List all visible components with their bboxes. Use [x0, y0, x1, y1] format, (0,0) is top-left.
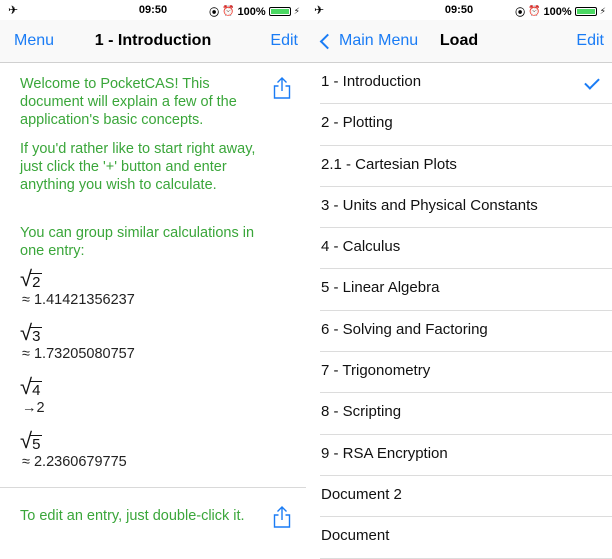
- charging-icon: ⚡: [599, 6, 606, 16]
- status-right-group: [515, 4, 606, 19]
- status-bar: [0, 0, 306, 20]
- alarm-icon: ⏰: [528, 6, 541, 17]
- navigation-bar: [306, 20, 612, 63]
- sqrt-expression: [20, 430, 135, 454]
- document-list: [306, 63, 612, 559]
- share-icon[interactable]: [272, 505, 292, 529]
- list-item-label: 1 - Introduction: [321, 73, 422, 90]
- radicand: 3: [32, 328, 41, 345]
- battery-icon: [269, 7, 291, 16]
- battery-icon: [575, 7, 597, 16]
- location-icon: ⦿: [209, 8, 220, 19]
- battery-percent: 100%: [543, 5, 572, 18]
- intro-paragraph: Welcome to PocketCAS! This document will explain a few of the application's basic concepts.: [20, 76, 237, 128]
- edit-button[interactable]: Edit: [270, 32, 298, 49]
- list-item[interactable]: [306, 187, 612, 228]
- list-item[interactable]: [306, 63, 612, 104]
- list-item[interactable]: [306, 269, 612, 310]
- navigation-bar: [0, 20, 306, 63]
- list-item-label: 2 - Plotting: [321, 114, 393, 132]
- document-pane: [0, 0, 306, 534]
- radicand: 2: [32, 274, 41, 291]
- checkmark-icon: [584, 74, 600, 90]
- result-value: ≈ 2.2360679775: [22, 454, 127, 470]
- radicand: 4: [32, 382, 41, 399]
- sqrt-expression: [20, 268, 135, 292]
- page-title: 1 - Introduction: [94, 32, 212, 49]
- list-item-label: 9 - RSA Encryption: [321, 444, 448, 462]
- list-item[interactable]: [306, 476, 612, 517]
- radical-sign: √: [20, 266, 33, 291]
- main-menu-back-button[interactable]: [320, 32, 418, 50]
- document-content[interactable]: [0, 63, 306, 534]
- edit-button[interactable]: Edit: [576, 32, 604, 49]
- list-item-label: 5 - Linear Algebra: [321, 279, 440, 297]
- radical-sign: √: [20, 320, 33, 345]
- calculation-entry[interactable]: [20, 268, 135, 470]
- start-paragraph: If you'd rather like to start right away, just click the '+' button and enter anything you wish to calculate.: [20, 141, 256, 193]
- result-value: ≈ 1.41421356237: [22, 292, 135, 308]
- list-item-label: 8 - Scripting: [321, 403, 402, 421]
- page-title: Load: [439, 32, 479, 49]
- radicand: 5: [32, 436, 41, 453]
- alarm-icon: ⏰: [222, 6, 235, 17]
- load-pane: [306, 0, 612, 545]
- list-item-label: 2.1 - Cartesian Plots: [321, 155, 457, 173]
- status-right-group: [209, 4, 300, 19]
- group-paragraph: You can group similar calculations in one entry:: [20, 225, 255, 259]
- edit-hint-paragraph: To edit an entry, just double-click it.: [20, 508, 245, 524]
- list-item-label: 3 - Units and Physical Constants: [321, 196, 538, 214]
- status-time: 09:50: [444, 4, 474, 16]
- list-item-label: 7 - Trigonometry: [321, 362, 431, 380]
- list-item[interactable]: [306, 435, 612, 476]
- list-item[interactable]: [306, 352, 612, 393]
- list-item-label: 4 - Calculus: [321, 238, 401, 256]
- chevron-left-icon: [320, 33, 336, 49]
- list-item[interactable]: [306, 393, 612, 434]
- location-icon: ⦿: [515, 8, 526, 19]
- list-item[interactable]: [306, 228, 612, 269]
- list-item[interactable]: [306, 146, 612, 187]
- menu-button[interactable]: Menu: [14, 32, 55, 49]
- list-item-label: 6 - Solving and Factoring: [321, 320, 488, 338]
- result-value: →2: [22, 400, 45, 416]
- radical-sign: √: [20, 428, 33, 453]
- charging-icon: ⚡: [293, 6, 300, 16]
- radical-sign: √: [20, 374, 33, 399]
- airplane-icon: ✈: [8, 3, 19, 17]
- status-time: 09:50: [138, 4, 168, 16]
- airplane-icon: ✈: [314, 3, 325, 17]
- list-item[interactable]: [306, 311, 612, 352]
- sqrt-expression: [20, 376, 135, 400]
- status-bar: [306, 0, 612, 20]
- back-button-label: Main Menu: [339, 32, 419, 49]
- list-item[interactable]: [306, 104, 612, 145]
- list-item-label: Document: [321, 527, 390, 545]
- battery-percent: 100%: [237, 5, 266, 18]
- entry-divider: [0, 487, 306, 488]
- list-item[interactable]: [306, 517, 612, 558]
- share-icon[interactable]: [272, 76, 292, 100]
- list-item-label: Document 2: [321, 485, 402, 503]
- sqrt-expression: [20, 322, 135, 346]
- result-value: ≈ 1.73205080757: [22, 346, 135, 362]
